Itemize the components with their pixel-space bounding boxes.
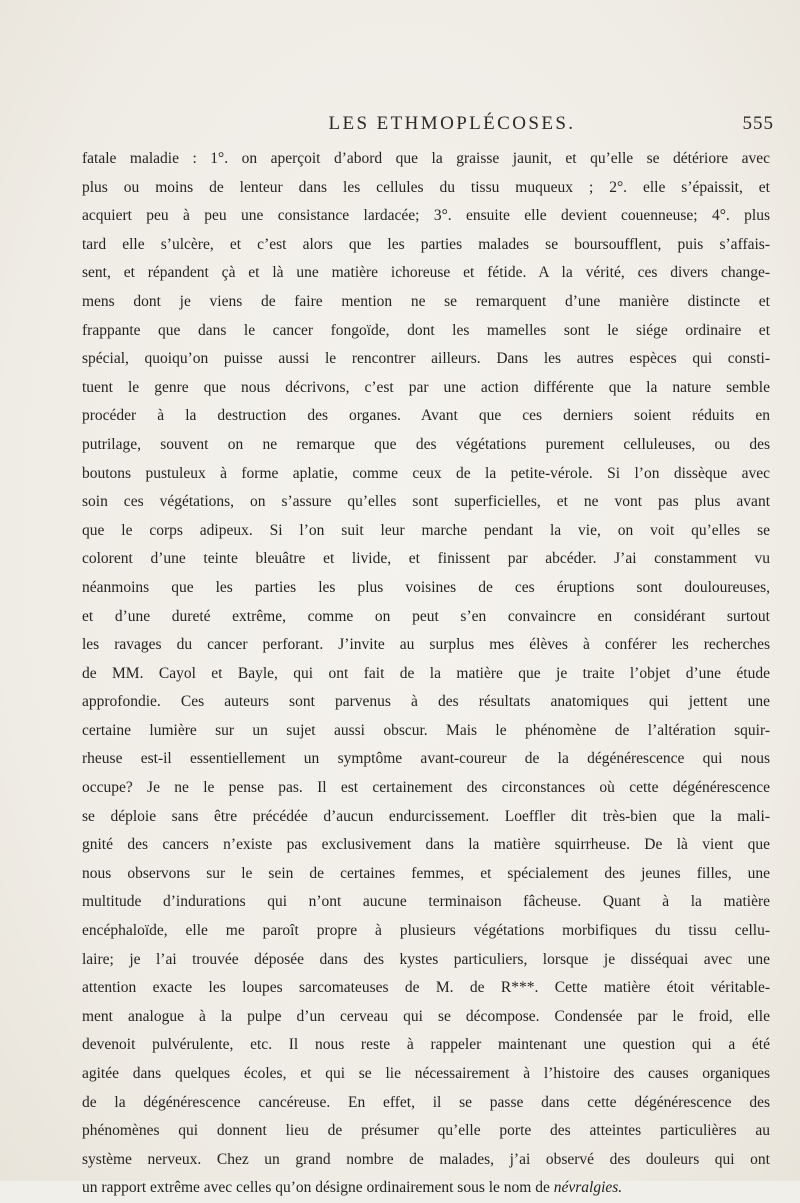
text-line: phénomènes qui donnent lieu de présumer qu’elle porte des atteintes particulières au bbox=[82, 1122, 770, 1140]
text-line: de la dégénérescence cancéreuse. En effet, il se passe dans cette dégénérescence des bbox=[82, 1093, 770, 1111]
text-line: frappante que dans le cancer fongoïde, dont les mamelles sont le siége ordinaire et bbox=[82, 321, 770, 339]
running-title: LES ETHMOPLÉCOSES. bbox=[328, 113, 576, 134]
text-line: procéder à la destruction des organes. Avant que ces derniers soient réduits en bbox=[82, 407, 770, 425]
text-line: attention exacte les loupes sarcomateuses de M. de R***. Cette matière étoit véritable- bbox=[82, 979, 770, 997]
text-line: mens dont je viens de faire mention ne se remarquent d’une manière distincte et bbox=[82, 292, 770, 310]
text-line-final bbox=[82, 1174, 770, 1203]
text-line: approfondie. Ces auteurs sont parvenus à des résultats anatomiques qui jettent une bbox=[82, 693, 770, 711]
text-line: gnité des cancers n’existe pas exclusivement dans la matière squirrheuse. De là vient que bbox=[82, 836, 770, 854]
running-head bbox=[82, 113, 782, 137]
text-line: de MM. Cayol et Bayle, qui ont fait de la matière que je traite l’objet d’une étude bbox=[82, 664, 770, 682]
text-line: les ravages du cancer perforant. J’invite au surplus mes élèves à conférer les recherches bbox=[82, 636, 770, 654]
text-line: boutons pustuleux à forme aplatie, comme ceux de la petite-vérole. Si l’on dissèque avec bbox=[82, 464, 770, 482]
text-line: et d’une dureté extrême, comme on peut s’en convaincre en considérant surtout bbox=[82, 607, 770, 625]
text-line: se déploie sans être précédée d’aucun endurcissement. Loeffler dit très-bien que la mali- bbox=[82, 807, 770, 825]
text-line: ment analogue à la pulpe d’un cerveau qui se décompose. Condensée par le froid, elle bbox=[82, 1007, 770, 1025]
body-paragraph bbox=[82, 145, 770, 1203]
text-line: laire; je l’ai trouvée déposée dans des kystes particuliers, lorsque je disséquai avec une bbox=[82, 950, 770, 968]
text-line: plus ou moins de lenteur dans les cellules du tissu muqueux ; 2°. elle s’épaissit, et bbox=[82, 178, 770, 196]
text-line: rheuse est-il essentiellement un symptôme avant-coureur de la dégénérescence qui nous bbox=[82, 750, 770, 768]
text-line: colorent d’une teinte bleuâtre et livide, et finissent par abcéder. J’ai constamment vu bbox=[82, 550, 770, 568]
text-line: sent, et répandent çà et là une matière ichoreuse et fétide. A la vérité, ces divers change- bbox=[82, 264, 770, 282]
text-line: agitée dans quelques écoles, et qui se lie nécessairement à l’histoire des causes organiques bbox=[82, 1065, 770, 1082]
final-line-text: un rapport extrême avec celles qu’on désigne ordinairement sous le nom de bbox=[82, 1179, 550, 1197]
text-line: devenoit pulvérulente, etc. Il nous reste à rappeler maintenant une question qui a été bbox=[82, 1036, 770, 1054]
text-line: spécial, quoiqu’on puisse aussi le rencontrer ailleurs. Dans les autres espèces qui consti- bbox=[82, 350, 770, 368]
italic-term: névralgies. bbox=[553, 1179, 623, 1197]
text-line: putrilage, souvent on ne remarque que des végétations purement celluleuses, ou des bbox=[82, 435, 770, 453]
text-line: multitude d’indurations qui n’ont aucune terminaison fâcheuse. Quant à la matière bbox=[82, 893, 770, 911]
text-line: que le corps adipeux. Si l’on suit leur marche pendant la vie, on voit qu’elles se bbox=[82, 521, 770, 539]
text-line: tuent le genre que nous décrivons, c’est par une action différente que la nature semble bbox=[82, 378, 770, 396]
text-line: nous observons sur le sein de certaines femmes, et spécialement des jeunes filles, une bbox=[82, 864, 770, 882]
text-line: soin ces végétations, on s’assure qu’elles sont superficielles, et ne vont pas plus avant bbox=[82, 493, 770, 511]
text-line: tard elle s’ulcère, et c’est alors que les parties malades se boursoufflent, puis s’affais- bbox=[82, 235, 770, 253]
page-number: 555 bbox=[742, 113, 774, 134]
text-line: fatale maladie : 1°. on aperçoit d’abord que la graisse jaunit, et qu’elle se détériore avec bbox=[82, 150, 770, 167]
text-line: encéphaloïde, elle me paroît propre à plusieurs végétations morbifiques du tissu cellu- bbox=[82, 922, 770, 940]
text-line: certaine lumière sur un sujet aussi obscur. Mais le phénomène de l’altération squir- bbox=[82, 721, 770, 739]
text-line: système nerveux. Chez un grand nombre de malades, j’ai observé des douleurs qui ont bbox=[82, 1150, 770, 1168]
text-line: néanmoins que les parties les plus voisines de ces éruptions sont douloureuses, bbox=[82, 578, 770, 596]
text-line: acquiert peu à peu une consistance lardacée; 3°. ensuite elle devient couenneuse; 4°. plus bbox=[82, 207, 770, 225]
text-line: occupe? Je ne le pense pas. Il est certainement des circonstances où cette dégénérescence bbox=[82, 779, 770, 797]
